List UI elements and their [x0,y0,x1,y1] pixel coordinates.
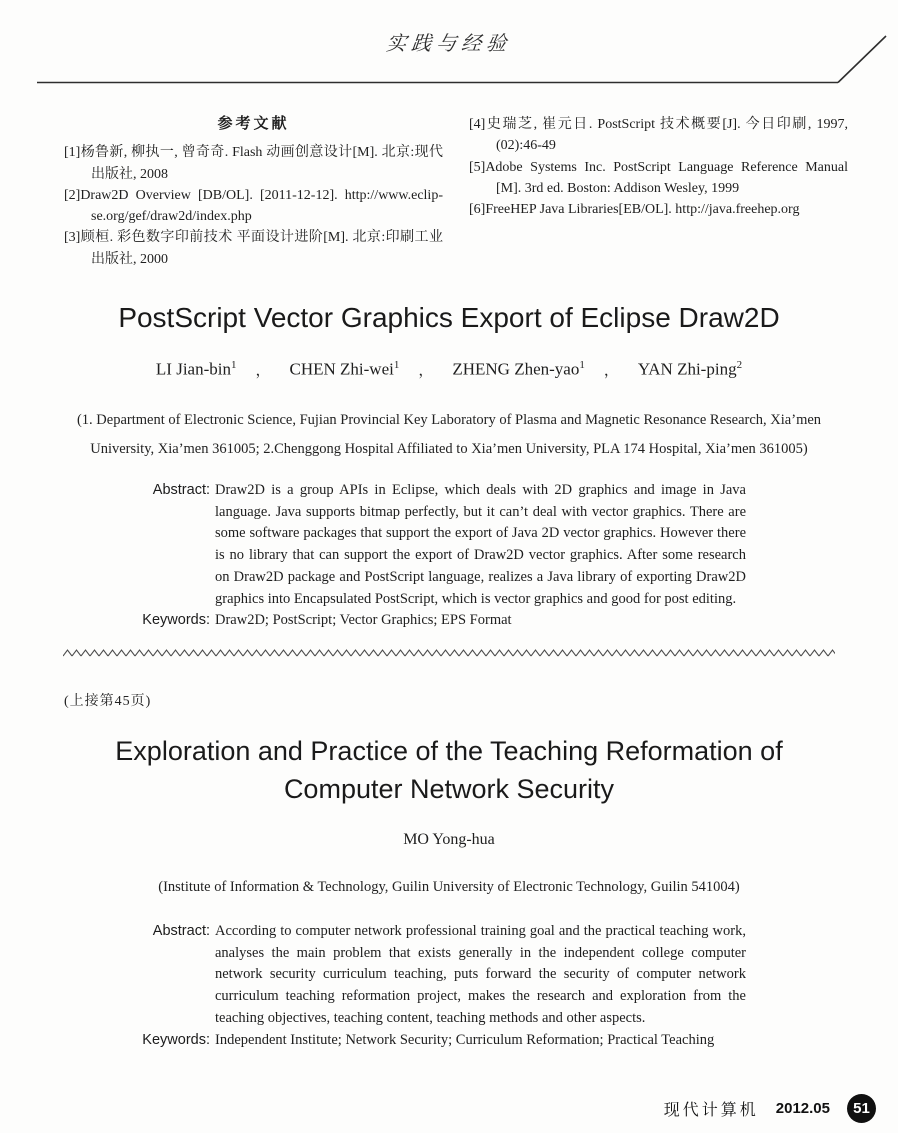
paper1-abstract-text: Draw2D is a group APIs in Eclipse, which deals with 2D graphics and image in Java language. Java supports bitmap perfectly, but it can’t deal with vector graphics. There are some software packages that support the export of Java 2D vector graphics. However there is no library that can support the export of Draw2D vector graphics. After some research on Draw2D package and PostScript language, realizes a Java library of exporting Draw2D graphics into Encapsulated PostScript, which is vector graphics and good for post editing. [215,482,746,607]
author-affiliation-mark: 1 [579,359,585,372]
author-separator: ， [603,363,619,379]
references-left-column [64,114,443,270]
paper1-title: PostScript Vector Graphics Export of Eclipse Draw2D [118,302,780,333]
keywords-label: Keywords: [142,612,210,629]
section-header: 实践与经验 [385,33,513,55]
paper2-author: MO Yong-hua [403,831,495,848]
paper2-abstract-text: According to computer network professional training goal and the practical teaching work, analyses the main problem that exists generally in the independent college computer network security curriculum teaching, puts forward the security of computer network curriculum teaching reformation project, makes the research and exploration from the teaching objectives, teaching content, teaching methods and other aspects. [215,923,746,1026]
keywords-label: Keywords: [142,1031,210,1048]
author-separator: ， [418,363,434,379]
paper2-abstract-block [139,921,746,1051]
reference-item: [4]史瑞芝, 崔元日. PostScript 技术概要[J]. 今日印刷, 1997, (02):46-49 [469,117,848,154]
paper2-title: Exploration and Practice of the Teaching Reformation of Computer Network Security [115,736,783,804]
reference-item: [1]杨鲁新, 柳执一, 曾奇奇. Flash 动画创意设计[M]. 北京:现代出版社, 2008 [64,145,443,182]
author-name: CHEN Zhi-wei$^1$ [289,359,400,379]
zigzag-divider [63,648,835,659]
paper1-abstract-block [139,480,746,632]
reference-item: [5]Adobe Systems Inc. PostScript Language Reference Manual [M]. 3rd ed. Boston: Addison Wesley, 1999 [469,159,848,196]
references-section [64,114,848,270]
paper2-affiliation: (Institute of Information & Technology, Guilin University of Electronic Technology, Guilin 541004) [158,879,740,895]
author-name: LI Jian-bin$^1$ [155,359,237,379]
paper2-keywords-text: Independent Institute; Network Security; Curriculum Reformation; Practical Teaching [215,1031,715,1048]
author-affiliation-mark: 2 [736,359,743,372]
references-heading: 参考文献 [217,116,290,132]
continued-from-note: (上接第45页) [64,694,152,709]
abstract-label: Abstract: [152,482,210,498]
author-affiliation-mark: 1 [393,359,400,372]
author-affiliation-mark: 1 [230,359,237,372]
paper1-authors [0,359,898,380]
reference-item: [6]FreeHEP Java Libraries[EB/OL]. http://java.freehep.org [469,202,800,218]
paper1-affiliation: (1. Department of Electronic Science, Fujian Provincial Key Laboratory of Plasma and Magnetic Resonance Research, Xia’men University, Xia’men 361005; 2.Chenggong Hospital Affiliated to Xia’men University, PLA 174 Hospital, Xia’men 361005) [76,412,822,457]
page-number-badge: 51 [847,1094,876,1123]
author-name: ZHENG Zhen-yao$^1$ [452,359,585,379]
author-name: YAN Zhi-ping$^2$ [637,359,743,379]
abstract-label: Abstract: [152,923,210,939]
journal-issue: 2012.05 [775,1099,830,1117]
journal-title: 现代计算机 [663,1101,759,1119]
reference-item: [3]顾桓. 彩色数字印前技术 平面设计进阶[M]. 北京:印刷工业出版社, 2000 [64,230,443,267]
paper1-keywords-text: Draw2D; PostScript; Vector Graphics; EPS Format [215,612,512,629]
page-footer [664,1093,876,1123]
author-separator: ， [255,363,271,379]
references-right-column [469,114,848,270]
reference-item: [2]Draw2D Overview [DB/OL]. [2011-12-12]. http://www.eclip-se.org/gef/draw2d/index.php [64,187,443,225]
